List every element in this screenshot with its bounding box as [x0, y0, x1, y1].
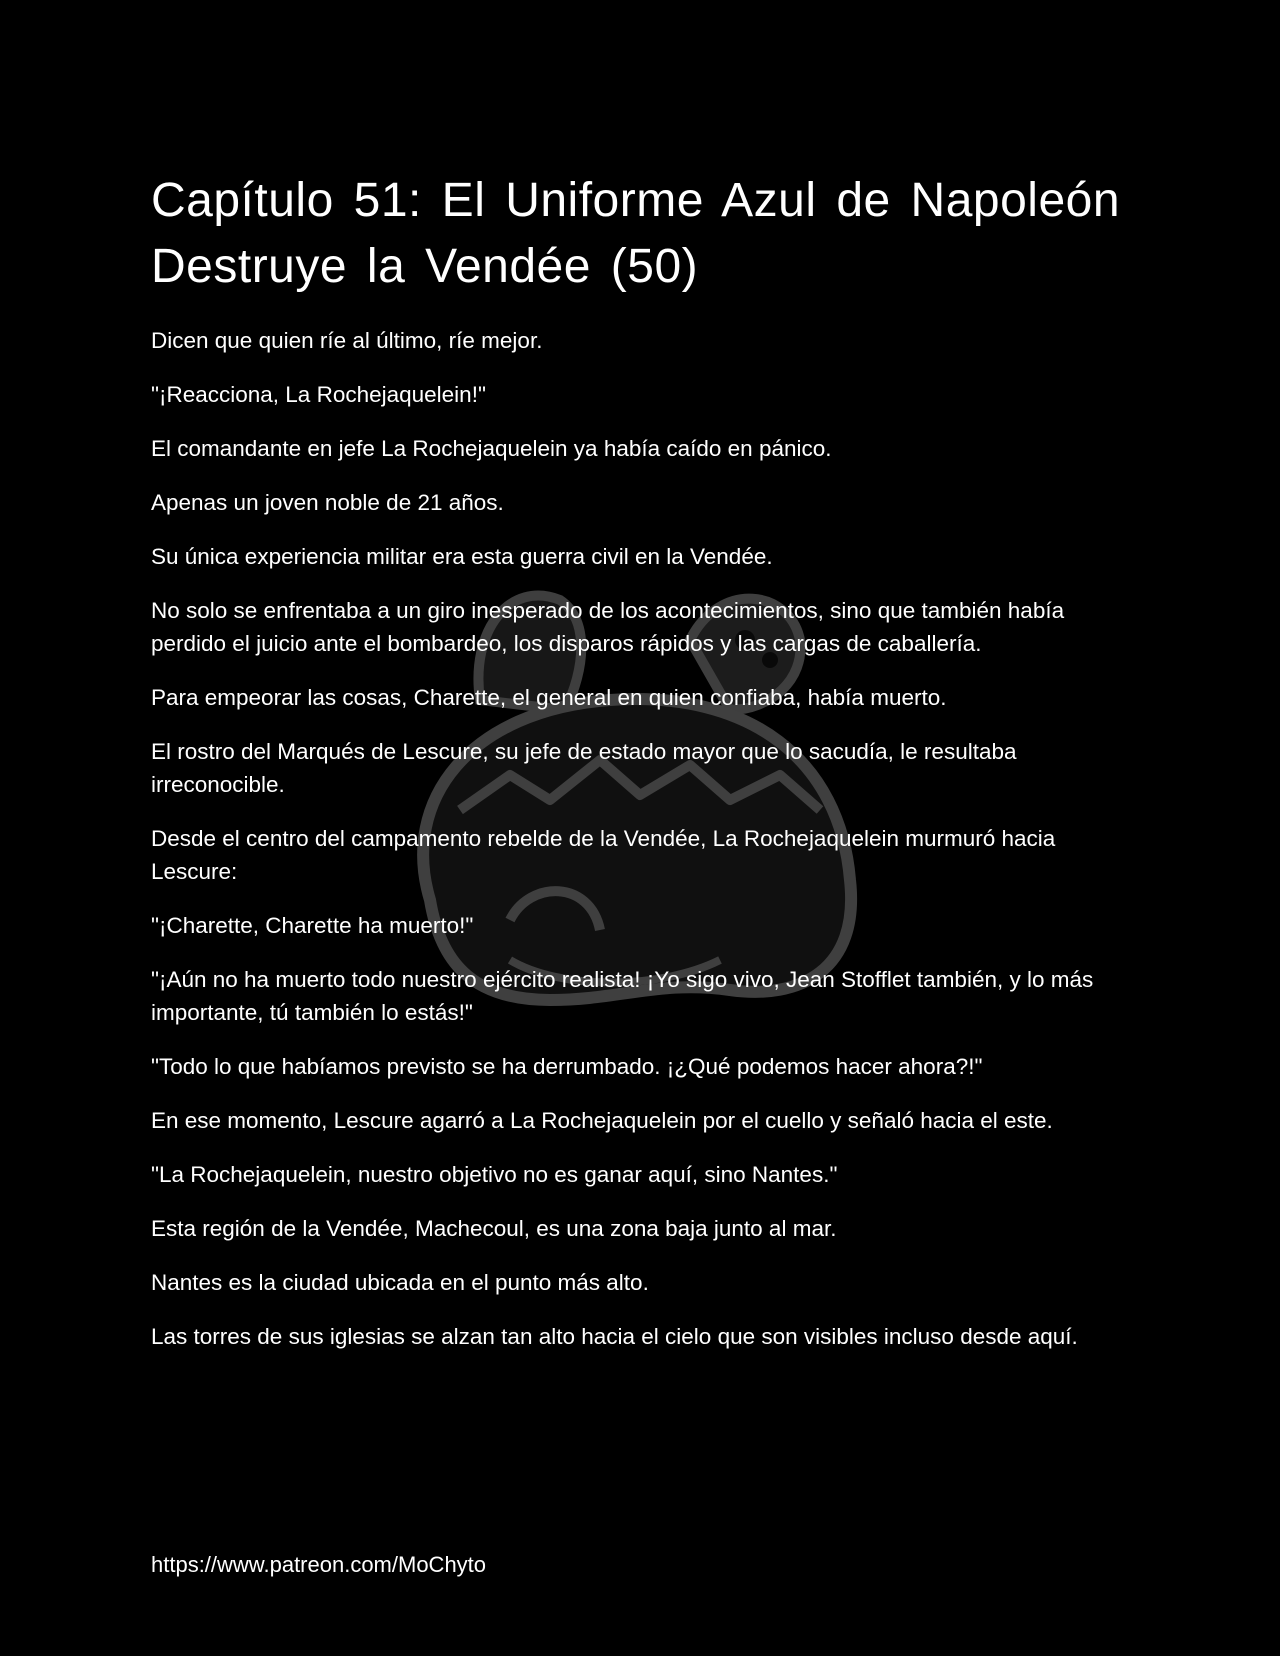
patreon-link[interactable]: https://www.patreon.com/MoChyto	[151, 1552, 487, 1577]
paragraph-6: No solo se enfrentaba a un giro inesperado de los acontecimientos, sino que también había perdido el juicio ante el bombardeo, los disparos rápidos y las cargas de caballería.	[151, 598, 1065, 656]
paragraph-10: "¡Charette, Charette ha muerto!"	[151, 913, 474, 938]
paragraph-2: "¡Reacciona, La Rochejaquelein!"	[151, 382, 486, 407]
paragraph-17: Las torres de sus iglesias se alzan tan alto hacia el cielo que son visibles incluso desde aquí.	[151, 1324, 1078, 1349]
paragraph-7: Para empeorar las cosas, Charette, el general en quien confiaba, había muerto.	[151, 685, 947, 710]
paragraph-12: "Todo lo que habíamos previsto se ha derrumbado. ¡¿Qué podemos hacer ahora?!"	[151, 1054, 983, 1079]
paragraph-4: Apenas un joven noble de 21 años.	[151, 490, 504, 515]
paragraph-1: Dicen que quien ríe al último, ríe mejor.	[151, 328, 543, 353]
paragraph-13: En ese momento, Lescure agarró a La Rochejaquelein por el cuello y señaló hacia el este.	[151, 1108, 1053, 1133]
paragraph-15: Esta región de la Vendée, Machecoul, es una zona baja junto al mar.	[151, 1216, 837, 1241]
paragraph-3: El comandante en jefe La Rochejaquelein ya había caído en pánico.	[151, 436, 832, 461]
paragraph-11: "¡Aún no ha muerto todo nuestro ejército realista! ¡Yo sigo vivo, Jean Stofflet también, y lo más importante, tú también lo estás!"	[151, 967, 1094, 1025]
chapter-title: Capítulo 51: El Uniforme Azul de Napoleón Destruye la Vendée (50)	[151, 174, 1121, 293]
paragraph-8: El rostro del Marqués de Lescure, su jefe de estado mayor que lo sacudía, le resultaba irreconocible.	[151, 739, 1017, 797]
chapter-content	[151, 168, 1141, 1374]
paragraph-5: Su única experiencia militar era esta guerra civil en la Vendée.	[151, 544, 773, 569]
paragraph-16: Nantes es la ciudad ubicada en el punto más alto.	[151, 1270, 649, 1295]
paragraph-9: Desde el centro del campamento rebelde de la Vendée, La Rochejaquelein murmuró hacia Lescure:	[151, 826, 1056, 884]
paragraph-14: "La Rochejaquelein, nuestro objetivo no es ganar aquí, sino Nantes."	[151, 1162, 838, 1187]
